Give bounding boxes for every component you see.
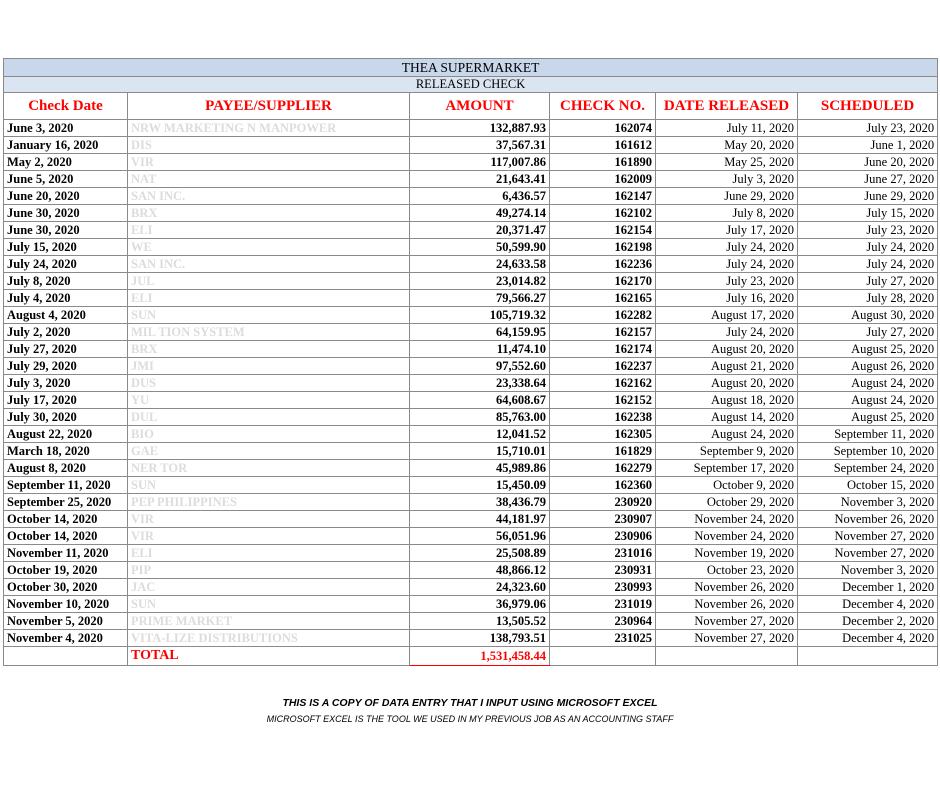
cell-payee: PIP bbox=[128, 562, 410, 579]
cell-payee: PRIME MARKET bbox=[128, 613, 410, 630]
cell-amount: 24,323.60 bbox=[410, 579, 550, 596]
header-scheduled: SCHEDULED bbox=[798, 93, 938, 120]
table-row bbox=[4, 205, 938, 222]
cell-scheduled: November 26, 2020 bbox=[798, 511, 938, 528]
cell-scheduled: July 27, 2020 bbox=[798, 324, 938, 341]
cell-payee: VITA-LIZE DISTRIBUTIONS bbox=[128, 630, 410, 647]
cell-scheduled: August 25, 2020 bbox=[798, 341, 938, 358]
cell-amount: 105,719.32 bbox=[410, 307, 550, 324]
cell-scheduled: September 24, 2020 bbox=[798, 460, 938, 477]
cell-date-released: November 24, 2020 bbox=[656, 511, 798, 528]
cell-check-no: 230931 bbox=[550, 562, 656, 579]
cell-date-released: July 3, 2020 bbox=[656, 171, 798, 188]
cell-date-released: August 20, 2020 bbox=[656, 375, 798, 392]
cell-check-no: 161890 bbox=[550, 154, 656, 171]
cell-amount: 36,979.06 bbox=[410, 596, 550, 613]
cell-date-released: October 23, 2020 bbox=[656, 562, 798, 579]
cell-date-released: May 20, 2020 bbox=[656, 137, 798, 154]
cell-payee: SUN bbox=[128, 477, 410, 494]
cell-scheduled: August 25, 2020 bbox=[798, 409, 938, 426]
cell-date-released: July 16, 2020 bbox=[656, 290, 798, 307]
cell-amount: 79,566.27 bbox=[410, 290, 550, 307]
cell-date-released: October 29, 2020 bbox=[656, 494, 798, 511]
cell-date-released: November 26, 2020 bbox=[656, 596, 798, 613]
cell-amount: 132,887.93 bbox=[410, 120, 550, 137]
cell-amount: 85,763.00 bbox=[410, 409, 550, 426]
table-row bbox=[4, 188, 938, 205]
cell-amount: 11,474.10 bbox=[410, 341, 550, 358]
cell-check-date: November 11, 2020 bbox=[4, 545, 128, 562]
cell-check-no: 162238 bbox=[550, 409, 656, 426]
cell-check-no: 162102 bbox=[550, 205, 656, 222]
cell-check-date: May 2, 2020 bbox=[4, 154, 128, 171]
table-row bbox=[4, 596, 938, 613]
total-empty-4 bbox=[798, 647, 938, 666]
cell-check-date: July 3, 2020 bbox=[4, 375, 128, 392]
cell-scheduled: November 27, 2020 bbox=[798, 545, 938, 562]
cell-check-no: 162174 bbox=[550, 341, 656, 358]
cell-amount: 23,014.82 bbox=[410, 273, 550, 290]
table-row bbox=[4, 239, 938, 256]
cell-check-date: June 30, 2020 bbox=[4, 222, 128, 239]
cell-check-no: 162154 bbox=[550, 222, 656, 239]
cell-date-released: November 27, 2020 bbox=[656, 630, 798, 647]
cell-amount: 15,710.01 bbox=[410, 443, 550, 460]
cell-payee: JAC bbox=[128, 579, 410, 596]
cell-amount: 37,567.31 bbox=[410, 137, 550, 154]
cell-payee: DUL bbox=[128, 409, 410, 426]
cell-scheduled: June 1, 2020 bbox=[798, 137, 938, 154]
cell-date-released: July 23, 2020 bbox=[656, 273, 798, 290]
cell-amount: 15,450.09 bbox=[410, 477, 550, 494]
cell-amount: 64,159.95 bbox=[410, 324, 550, 341]
cell-check-date: October 19, 2020 bbox=[4, 562, 128, 579]
cell-check-no: 230964 bbox=[550, 613, 656, 630]
cell-check-date: November 10, 2020 bbox=[4, 596, 128, 613]
cell-payee: VIR bbox=[128, 154, 410, 171]
cell-check-no: 162279 bbox=[550, 460, 656, 477]
released-check-table bbox=[3, 58, 938, 666]
cell-scheduled: August 24, 2020 bbox=[798, 375, 938, 392]
cell-date-released: June 29, 2020 bbox=[656, 188, 798, 205]
cell-scheduled: September 10, 2020 bbox=[798, 443, 938, 460]
cell-date-released: May 25, 2020 bbox=[656, 154, 798, 171]
table-row bbox=[4, 137, 938, 154]
subtitle-row bbox=[4, 77, 938, 93]
cell-scheduled: December 1, 2020 bbox=[798, 579, 938, 596]
total-empty-1 bbox=[4, 647, 128, 666]
cell-scheduled: September 11, 2020 bbox=[798, 426, 938, 443]
cell-check-date: October 30, 2020 bbox=[4, 579, 128, 596]
table-row bbox=[4, 375, 938, 392]
cell-check-date: August 4, 2020 bbox=[4, 307, 128, 324]
table-row bbox=[4, 460, 938, 477]
table-row bbox=[4, 341, 938, 358]
cell-check-date: June 3, 2020 bbox=[4, 120, 128, 137]
cell-payee: ELI bbox=[128, 290, 410, 307]
cell-payee: SAN INC. bbox=[128, 256, 410, 273]
cell-payee: ELI bbox=[128, 545, 410, 562]
cell-check-no: 162074 bbox=[550, 120, 656, 137]
cell-check-no: 162152 bbox=[550, 392, 656, 409]
cell-payee: JMI bbox=[128, 358, 410, 375]
header-payee: PAYEE/SUPPLIER bbox=[128, 93, 410, 120]
cell-scheduled: July 27, 2020 bbox=[798, 273, 938, 290]
footer-note-1: THIS IS A COPY OF DATA ENTRY THAT I INPUT USING MICROSOFT EXCEL bbox=[282, 697, 658, 709]
cell-amount: 38,436.79 bbox=[410, 494, 550, 511]
cell-date-released: September 9, 2020 bbox=[656, 443, 798, 460]
total-row bbox=[4, 647, 938, 666]
cell-date-released: August 20, 2020 bbox=[656, 341, 798, 358]
table-row bbox=[4, 443, 938, 460]
table-row bbox=[4, 562, 938, 579]
header-date-released: DATE RELEASED bbox=[656, 93, 798, 120]
cell-check-date: July 8, 2020 bbox=[4, 273, 128, 290]
cell-check-date: September 25, 2020 bbox=[4, 494, 128, 511]
cell-payee: MIL TION SYSTEM bbox=[128, 324, 410, 341]
cell-payee: VIR bbox=[128, 528, 410, 545]
cell-check-date: June 20, 2020 bbox=[4, 188, 128, 205]
cell-payee: DIS bbox=[128, 137, 410, 154]
cell-check-no: 230906 bbox=[550, 528, 656, 545]
cell-date-released: July 8, 2020 bbox=[656, 205, 798, 222]
cell-payee: BRX bbox=[128, 205, 410, 222]
cell-scheduled: August 26, 2020 bbox=[798, 358, 938, 375]
cell-date-released: July 17, 2020 bbox=[656, 222, 798, 239]
cell-amount: 64,608.67 bbox=[410, 392, 550, 409]
cell-check-date: October 14, 2020 bbox=[4, 511, 128, 528]
cell-date-released: August 24, 2020 bbox=[656, 426, 798, 443]
cell-amount: 23,338.64 bbox=[410, 375, 550, 392]
cell-check-date: July 15, 2020 bbox=[4, 239, 128, 256]
cell-amount: 56,051.96 bbox=[410, 528, 550, 545]
cell-payee: BIO bbox=[128, 426, 410, 443]
cell-check-date: July 29, 2020 bbox=[4, 358, 128, 375]
cell-date-released: November 27, 2020 bbox=[656, 613, 798, 630]
cell-payee: VIR bbox=[128, 511, 410, 528]
cell-check-date: July 17, 2020 bbox=[4, 392, 128, 409]
cell-date-released: July 11, 2020 bbox=[656, 120, 798, 137]
cell-check-date: August 22, 2020 bbox=[4, 426, 128, 443]
table-row bbox=[4, 409, 938, 426]
cell-amount: 13,505.52 bbox=[410, 613, 550, 630]
cell-scheduled: October 15, 2020 bbox=[798, 477, 938, 494]
total-amount: 1,531,458.44 bbox=[410, 647, 550, 666]
cell-payee: NAT bbox=[128, 171, 410, 188]
cell-check-date: March 18, 2020 bbox=[4, 443, 128, 460]
cell-payee: SAN INC. bbox=[128, 188, 410, 205]
table-row bbox=[4, 290, 938, 307]
cell-date-released: July 24, 2020 bbox=[656, 239, 798, 256]
cell-payee: WE bbox=[128, 239, 410, 256]
header-amount: AMOUNT bbox=[410, 93, 550, 120]
cell-check-no: 162236 bbox=[550, 256, 656, 273]
cell-check-date: July 2, 2020 bbox=[4, 324, 128, 341]
cell-check-date: August 8, 2020 bbox=[4, 460, 128, 477]
table-row bbox=[4, 545, 938, 562]
cell-check-no: 162305 bbox=[550, 426, 656, 443]
cell-scheduled: July 28, 2020 bbox=[798, 290, 938, 307]
cell-amount: 25,508.89 bbox=[410, 545, 550, 562]
header-check-date: Check Date bbox=[4, 93, 128, 120]
cell-date-released: November 26, 2020 bbox=[656, 579, 798, 596]
cell-date-released: August 18, 2020 bbox=[656, 392, 798, 409]
table-row bbox=[4, 630, 938, 647]
cell-amount: 12,041.52 bbox=[410, 426, 550, 443]
cell-check-no: 230920 bbox=[550, 494, 656, 511]
cell-check-date: July 4, 2020 bbox=[4, 290, 128, 307]
cell-check-no: 162162 bbox=[550, 375, 656, 392]
cell-date-released: July 24, 2020 bbox=[656, 256, 798, 273]
cell-amount: 24,633.58 bbox=[410, 256, 550, 273]
table-row bbox=[4, 273, 938, 290]
cell-scheduled: November 3, 2020 bbox=[798, 562, 938, 579]
cell-check-no: 162147 bbox=[550, 188, 656, 205]
header-check-no: CHECK NO. bbox=[550, 93, 656, 120]
table-row bbox=[4, 494, 938, 511]
table-row bbox=[4, 307, 938, 324]
cell-scheduled: November 27, 2020 bbox=[798, 528, 938, 545]
cell-check-date: October 14, 2020 bbox=[4, 528, 128, 545]
cell-scheduled: June 29, 2020 bbox=[798, 188, 938, 205]
cell-check-no: 230993 bbox=[550, 579, 656, 596]
cell-check-no: 231016 bbox=[550, 545, 656, 562]
cell-scheduled: July 15, 2020 bbox=[798, 205, 938, 222]
table-row bbox=[4, 511, 938, 528]
table-row bbox=[4, 613, 938, 630]
header-row bbox=[4, 93, 938, 120]
table-row bbox=[4, 579, 938, 596]
cell-check-date: November 5, 2020 bbox=[4, 613, 128, 630]
cell-check-date: January 16, 2020 bbox=[4, 137, 128, 154]
cell-payee: JUL bbox=[128, 273, 410, 290]
cell-check-no: 162282 bbox=[550, 307, 656, 324]
cell-amount: 44,181.97 bbox=[410, 511, 550, 528]
cell-payee: SUN bbox=[128, 307, 410, 324]
sheet-title: THEA SUPERMARKET bbox=[4, 59, 938, 77]
cell-amount: 6,436.57 bbox=[410, 188, 550, 205]
cell-check-date: November 4, 2020 bbox=[4, 630, 128, 647]
cell-check-no: 162360 bbox=[550, 477, 656, 494]
table-row bbox=[4, 154, 938, 171]
cell-amount: 50,599.90 bbox=[410, 239, 550, 256]
cell-check-date: July 24, 2020 bbox=[4, 256, 128, 273]
cell-payee: GAE bbox=[128, 443, 410, 460]
cell-scheduled: July 23, 2020 bbox=[798, 222, 938, 239]
cell-check-no: 161829 bbox=[550, 443, 656, 460]
cell-amount: 48,866.12 bbox=[410, 562, 550, 579]
cell-amount: 20,371.47 bbox=[410, 222, 550, 239]
cell-check-date: July 27, 2020 bbox=[4, 341, 128, 358]
table-row bbox=[4, 171, 938, 188]
cell-check-no: 231019 bbox=[550, 596, 656, 613]
table-row bbox=[4, 528, 938, 545]
cell-date-released: October 9, 2020 bbox=[656, 477, 798, 494]
cell-check-no: 162157 bbox=[550, 324, 656, 341]
table-row bbox=[4, 392, 938, 409]
cell-date-released: November 19, 2020 bbox=[656, 545, 798, 562]
cell-date-released: August 17, 2020 bbox=[656, 307, 798, 324]
cell-check-date: July 30, 2020 bbox=[4, 409, 128, 426]
cell-check-date: June 5, 2020 bbox=[4, 171, 128, 188]
cell-amount: 49,274.14 bbox=[410, 205, 550, 222]
released-check-sheet bbox=[3, 58, 937, 666]
cell-amount: 117,007.86 bbox=[410, 154, 550, 171]
table-row bbox=[4, 426, 938, 443]
cell-scheduled: December 4, 2020 bbox=[798, 596, 938, 613]
cell-payee: YU bbox=[128, 392, 410, 409]
cell-scheduled: July 24, 2020 bbox=[798, 256, 938, 273]
cell-date-released: September 17, 2020 bbox=[656, 460, 798, 477]
cell-check-no: 162165 bbox=[550, 290, 656, 307]
cell-amount: 138,793.51 bbox=[410, 630, 550, 647]
cell-scheduled: December 4, 2020 bbox=[798, 630, 938, 647]
cell-payee: PEP PHILIPPINES bbox=[128, 494, 410, 511]
cell-check-no: 162170 bbox=[550, 273, 656, 290]
cell-payee: ELI bbox=[128, 222, 410, 239]
sheet-subtitle: RELEASED CHECK bbox=[4, 77, 938, 93]
cell-scheduled: December 2, 2020 bbox=[798, 613, 938, 630]
cell-check-no: 230907 bbox=[550, 511, 656, 528]
cell-check-no: 162009 bbox=[550, 171, 656, 188]
cell-scheduled: June 27, 2020 bbox=[798, 171, 938, 188]
table-row bbox=[4, 222, 938, 239]
cell-check-no: 161612 bbox=[550, 137, 656, 154]
cell-payee: NER TOR bbox=[128, 460, 410, 477]
cell-payee: BRX bbox=[128, 341, 410, 358]
cell-scheduled: June 20, 2020 bbox=[798, 154, 938, 171]
cell-scheduled: August 30, 2020 bbox=[798, 307, 938, 324]
cell-amount: 21,643.41 bbox=[410, 171, 550, 188]
table-row bbox=[4, 358, 938, 375]
cell-payee: SUN bbox=[128, 596, 410, 613]
cell-amount: 45,989.86 bbox=[410, 460, 550, 477]
total-empty-2 bbox=[550, 647, 656, 666]
cell-check-no: 162198 bbox=[550, 239, 656, 256]
cell-scheduled: July 24, 2020 bbox=[798, 239, 938, 256]
cell-amount: 97,552.60 bbox=[410, 358, 550, 375]
cell-scheduled: August 24, 2020 bbox=[798, 392, 938, 409]
cell-scheduled: November 3, 2020 bbox=[798, 494, 938, 511]
cell-date-released: August 21, 2020 bbox=[656, 358, 798, 375]
table-row bbox=[4, 324, 938, 341]
cell-date-released: November 24, 2020 bbox=[656, 528, 798, 545]
table-row bbox=[4, 477, 938, 494]
cell-payee: DUS bbox=[128, 375, 410, 392]
cell-date-released: July 24, 2020 bbox=[656, 324, 798, 341]
cell-scheduled: July 23, 2020 bbox=[798, 120, 938, 137]
footer-note-2: MICROSOFT EXCEL IS THE TOOL WE USED IN MY PREVIOUS JOB AS AN ACCOUNTING STAFF bbox=[266, 714, 674, 724]
cell-check-no: 231025 bbox=[550, 630, 656, 647]
cell-check-no: 162237 bbox=[550, 358, 656, 375]
table-row bbox=[4, 120, 938, 137]
total-empty-3 bbox=[656, 647, 798, 666]
total-label: TOTAL bbox=[128, 647, 410, 666]
title-row bbox=[4, 59, 938, 77]
cell-payee: NRW MARKETING N MANPOWER bbox=[128, 120, 410, 137]
cell-date-released: August 14, 2020 bbox=[656, 409, 798, 426]
cell-check-date: September 11, 2020 bbox=[4, 477, 128, 494]
table-row bbox=[4, 256, 938, 273]
cell-check-date: June 30, 2020 bbox=[4, 205, 128, 222]
